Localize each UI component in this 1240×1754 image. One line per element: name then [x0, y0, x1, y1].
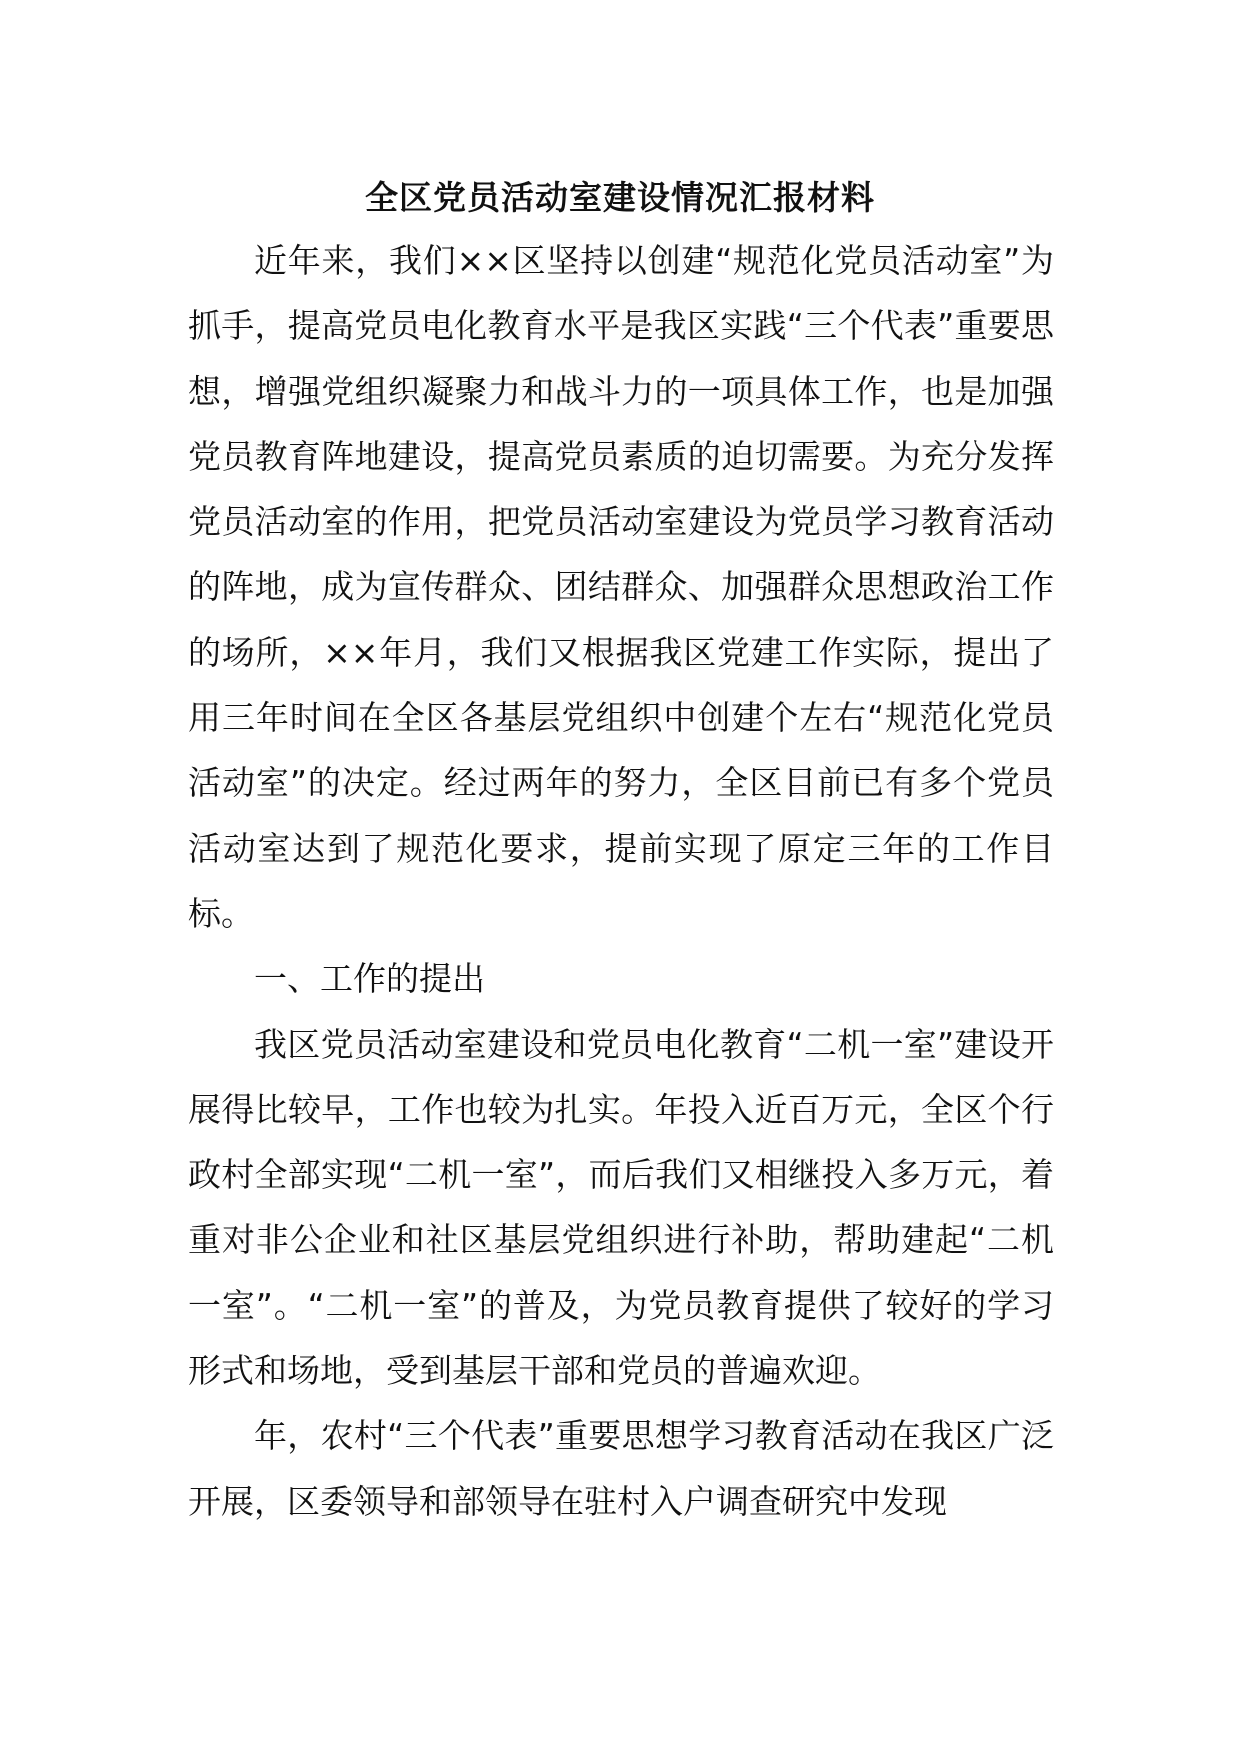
paragraph-continuation: 年，农村“三个代表”重要思想学习教育活动在我区广泛开展，区委领导和部领导在驻村入户调查研究中发现 — [188, 1416, 1054, 1521]
paragraph-intro: 近年来，我们××区坚持以创建“规范化党员活动室”为抓手，提高党员电化教育水平是我区实践“三个代表”重要思想，增强党组织凝聚力和战斗力的一项具体工作，也是加强党员教育阵地建设，提高党员素质的迫切需要。为充分发挥党员活动室的作用，把党员活动室建设为党员学习教育活动的阵地，成为宣传群众、团结群众、加强群众思想政治工作的场所，××年月，我们又根据我区党建工作实际，提出了用三年时间在全区各基层党组织中创建个左右“规范化党员活动室”的决定。经过两年的努力，全区目前已有多个党员活动室达到了规范化要求，提前实现了原定三年的工作目标。 — [188, 241, 1054, 933]
document-body — [188, 228, 1054, 1534]
paragraph-section-1: 我区党员活动室建设和党员电化教育“二机一室”建设开展得比较早，工作也较为扎实。年投入近百万元，全区个行政村全部实现“二机一室”，而后我们又相继投入多万元，着重对非公企业和社区基层党组织进行补助，帮助建起“二机一室”。“二机一室”的普及，为党员教育提供了较好的学习形式和场地，受到基层干部和党员的普遍欢迎。 — [188, 1024, 1054, 1391]
section-heading-1: 一、工作的提出 — [254, 959, 485, 999]
document-title: 全区党员活动室建设情况汇报材料 — [365, 178, 875, 217]
